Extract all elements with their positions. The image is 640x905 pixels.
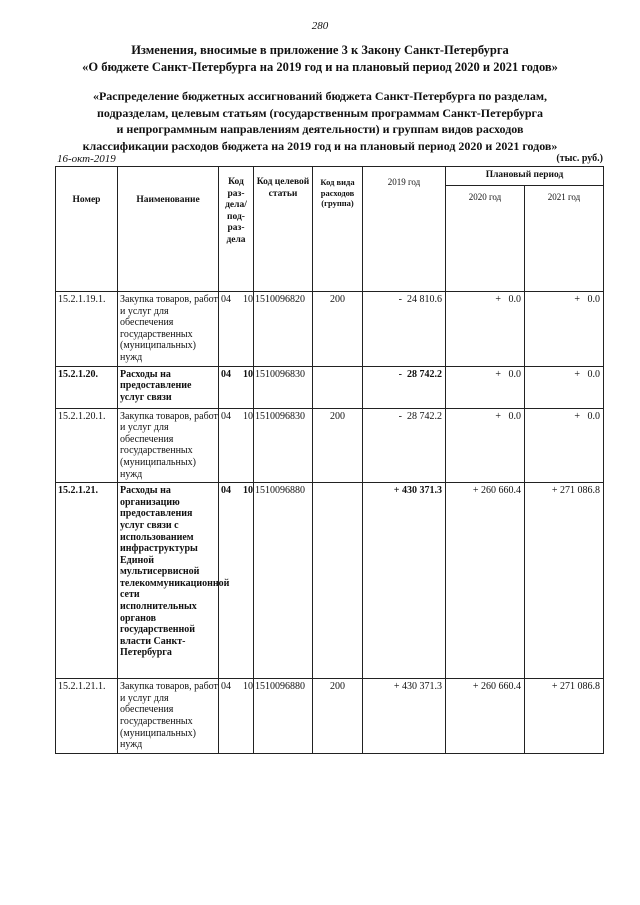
- row-amount-2021: + 0.0: [525, 292, 604, 367]
- row-number: 15.2.1.20.1.: [56, 408, 118, 483]
- row-name: Закупка товаров, работ и услуг для обеспечения государственных (муниципальных) нужд: [118, 679, 219, 754]
- row-subsection-code: 10: [243, 485, 253, 497]
- row-subsection-code: 10: [243, 368, 253, 380]
- row-expense-type: 200: [313, 292, 363, 367]
- subtitle-line-4: классификации расходов бюджета на 2019 год и на плановый период 2020 и 2021 годов»: [82, 138, 558, 153]
- row-amount-2020: + 260 660.4: [446, 483, 525, 679]
- row-expense-type: [313, 366, 363, 408]
- row-razdel: [219, 408, 254, 483]
- title-line-2: «О бюджете Санкт-Петербурга на 2019 год и на плановый период 2020 и 2021 годов»: [82, 60, 558, 74]
- table-row: [56, 679, 604, 754]
- row-number: 15.2.1.21.: [56, 483, 118, 679]
- row-target-article: 1510096830: [254, 366, 313, 408]
- document-date: 16-окт-2019: [57, 153, 116, 165]
- row-number: 15.2.1.19.1.: [56, 292, 118, 367]
- row-target-article: 1510096880: [254, 679, 313, 754]
- row-amount-2020: + 0.0: [446, 366, 525, 408]
- row-amount-2019: - 28 742.2: [363, 366, 446, 408]
- row-subsection-code: 10: [243, 410, 253, 422]
- document-title: [0, 42, 640, 76]
- row-amount-2021: + 271 086.8: [525, 679, 604, 754]
- subtitle-line-2: подразделам, целевым статьям (государственным программам Санкт-Петербурга: [97, 105, 543, 120]
- header-name: Наименование: [118, 167, 219, 292]
- row-subsection-code: 10: [243, 294, 253, 305]
- header-expense-type: Код вида расходов (группа): [313, 167, 363, 292]
- table-row: [56, 483, 604, 679]
- row-amount-2020: + 260 660.4: [446, 679, 525, 754]
- row-name: Расходы на предоставление услуг связи: [118, 366, 219, 408]
- header-razdel: Код раз-дела/ под-раз-дела: [219, 167, 254, 292]
- header-2019: 2019 год: [363, 167, 446, 292]
- header-2020: 2020 год: [446, 186, 525, 292]
- row-name: Закупка товаров, работ и услуг для обеспечения государственных (муниципальных) нужд: [118, 292, 219, 367]
- row-amount-2020: + 0.0: [446, 292, 525, 367]
- row-expense-type: [313, 483, 363, 679]
- row-target-article: 1510096830: [254, 408, 313, 483]
- table-row: [56, 366, 604, 408]
- row-name: Закупка товаров, работ и услуг для обеспечения государственных (муниципальных) нужд: [118, 408, 219, 483]
- row-subsection-code: 10: [243, 681, 253, 693]
- row-amount-2021: + 271 086.8: [525, 483, 604, 679]
- units-label: (тыс. руб.): [556, 153, 603, 164]
- row-section-code: 04: [221, 294, 231, 305]
- document-subtitle: [30, 88, 610, 154]
- row-expense-type: 200: [313, 679, 363, 754]
- row-expense-type: 200: [313, 408, 363, 483]
- row-razdel: [219, 679, 254, 754]
- subtitle-line-3: и непрограммным направлениям деятельности) и группам видов расходов: [116, 122, 524, 136]
- row-section-code: 04: [221, 485, 231, 497]
- table-row: [56, 292, 604, 367]
- row-number: 15.2.1.21.1.: [56, 679, 118, 754]
- row-section-code: 04: [221, 410, 231, 422]
- row-amount-2019: + 430 371.3: [363, 483, 446, 679]
- budget-table: [55, 166, 604, 754]
- title-line-1: Изменения, вносимые в приложение 3 к Закону Санкт-Петербурга: [131, 43, 509, 57]
- row-amount-2021: + 0.0: [525, 366, 604, 408]
- row-razdel: [219, 366, 254, 408]
- row-name: Расходы на организацию предоставления услуг связи с использованием инфраструктуры Единой мультисервисной телекоммуникационной сети исполнительных органов государственной власти Санкт-Петербурга: [118, 483, 219, 679]
- row-amount-2021: + 0.0: [525, 408, 604, 483]
- row-section-code: 04: [221, 681, 231, 693]
- header-number: Номер: [56, 167, 118, 292]
- row-amount-2020: + 0.0: [446, 408, 525, 483]
- header-2021: 2021 год: [525, 186, 604, 292]
- header-target-article: Код целевой статьи: [254, 167, 313, 292]
- row-number: 15.2.1.20.: [56, 366, 118, 408]
- row-section-code: 04: [221, 368, 231, 380]
- row-amount-2019: + 430 371.3: [363, 679, 446, 754]
- row-target-article: 1510096820: [254, 292, 313, 367]
- header-planning-period: Плановый период: [446, 167, 604, 186]
- row-amount-2019: - 24 810.6: [363, 292, 446, 367]
- subtitle-line-1: «Распределение бюджетных ассигнований бюджета Санкт-Петербурга по разделам,: [92, 89, 548, 103]
- row-target-article: 1510096880: [254, 483, 313, 679]
- row-amount-2019: - 28 742.2: [363, 408, 446, 483]
- row-razdel: [219, 292, 254, 367]
- page-number: 280: [311, 20, 329, 32]
- table-row: [56, 408, 604, 483]
